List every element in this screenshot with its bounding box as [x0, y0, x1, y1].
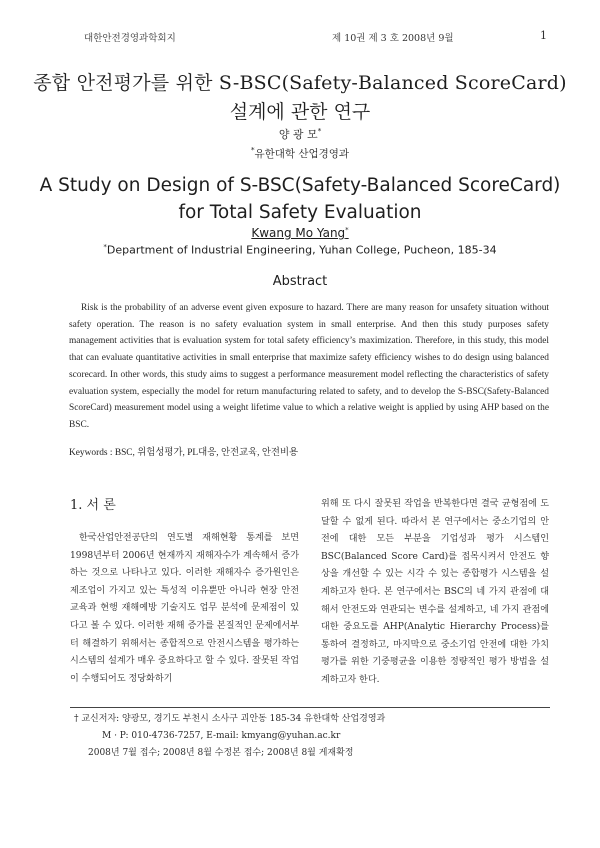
- korean-author-mark: *: [317, 127, 322, 136]
- footnote-corresponding-author: † 교신저자: 양광모, 경기도 부천시 소사구 괴안동 185-34 유한대학 산업경영과: [74, 714, 386, 724]
- running-header-issue: 제 10권 제 3 호 2008년 9월: [332, 33, 454, 44]
- running-header-journal: 대한안전경영과학회지: [84, 33, 176, 44]
- abstract-body: [69, 300, 549, 434]
- korean-author-name: 양 광 모: [278, 128, 318, 141]
- body-column-right: [321, 496, 549, 690]
- english-author-name: Kwang Mo Yang: [251, 226, 346, 240]
- english-author: [0, 226, 600, 240]
- abstract-paragraph: Risk is the probability of an adverse event given exposure to hazard. There are many reason for unsafety situation without safety operation. The reason is no safety evaluation system in small enterprise. And then this study purposes safety management activities that is evaluation system for total safety efficiency’s maximization. Therefore, in this study, this model that can evaluate quantitative activities in small enterprise that maximize safety efficiency wishes to do design using balanced scorecard. In other words, this study aims to suggest a performance measurement model reflecting the characteristics of safety evaluation system, especially the model for return manufacturing related to safety, and to develop the S-BSC(Safety-Balanced ScoreCard) measurement model using a weight lifetime value to which a relative weight is applied by using AHP based on the BSC.: [69, 303, 549, 430]
- footnote-contact: M · P: 010-4736-7257, E-mail: kmyang@yuhan.ac.kr: [102, 731, 341, 741]
- page-number: 1: [540, 29, 547, 42]
- keywords-text: BSC, 위험성평가, PL대응, 안전교육, 안전비용: [114, 448, 299, 458]
- korean-title-line-2: 설계에 관한 연구: [229, 101, 371, 123]
- abstract-heading: Abstract: [272, 274, 328, 289]
- korean-affiliation-text: 유한대학 산업경영과: [254, 148, 350, 160]
- english-affiliation-text: Department of Industrial Engineering, Yuhan College, Pucheon, 185-34: [106, 243, 497, 257]
- english-title-line-2: for Total Safety Evaluation: [178, 202, 422, 223]
- english-affiliation: [0, 243, 600, 257]
- introduction-paragraph-right: 위해 또 다시 잘못된 작업을 반복한다면 결국 균형점에 도달할 수 없게 된다. 따라서 본 연구에서는 중소기업의 안전에 대한 모든 부분을 기업성과 평가 시스템인 BSC(Balanced Score Card)를 접목시켜서 안전도 향상을 개선할 수 있는 시각 수 있는 종합평가 시스템을 설계하고자 한다. 본 연구에서는 BSC의 네 가지 관점에 대해서 안전도와 연관되는 변수를 설계하고, 네 가지 관점에 대한 중요도를 AHP(Analytic Hierarchy Process)를 통하여 결정하고, 마지막으로 중소기업 안전에 대한 가치평가를 위한 기중평균을 이용한 정량적인 평가 방법을 설계하고자 한다.: [321, 499, 549, 685]
- section-heading-introduction: 1. 서 론: [70, 498, 116, 513]
- keywords-label: Keywords :: [69, 448, 115, 458]
- korean-title-line-1: 종합 안전평가를 위한 S-BSC(Safety-Balanced ScoreCard): [33, 72, 567, 94]
- footnote-dates: 2008년 7월 접수; 2008년 8월 수정본 접수; 2008년 8월 게재확정: [88, 748, 354, 758]
- introduction-paragraph-left: 한국산업안전공단의 연도별 재해현황 통계를 보면 1998년부터 2006년 현재까지 재해자수가 계속해서 증가하는 것으로 나타나고 있다. 이러한 재해자수 증가원인은 제조업이 가지고 있는 특성적 이유뿐만 아니라 현장 안전교육과 현행 재해예방 기술지도 업무 분석에 문제점이 있다고 볼 수 있다. 이러한 재해 증가를 본질적인 문제에서부터 해결하기 위해서는 종합적으로 안전시스템을 평가하는 시스템의 설계가 매우 중요하다고 할 수 있다. 잘못된 작업이 수행되어도 정당화하기: [70, 533, 299, 684]
- footnote-divider: [70, 707, 550, 708]
- body-column-left: [70, 530, 299, 688]
- keywords: [69, 444, 549, 458]
- english-author-mark: *: [345, 226, 349, 234]
- english-affiliation-mark: *: [103, 243, 107, 251]
- english-title-line-1: A Study on Design of S-BSC(Safety-Balanced ScoreCard): [39, 175, 561, 196]
- korean-affiliation-mark: *: [250, 146, 255, 155]
- korean-affiliation: [0, 146, 600, 161]
- korean-author: [0, 126, 600, 142]
- footnotes: [74, 711, 554, 762]
